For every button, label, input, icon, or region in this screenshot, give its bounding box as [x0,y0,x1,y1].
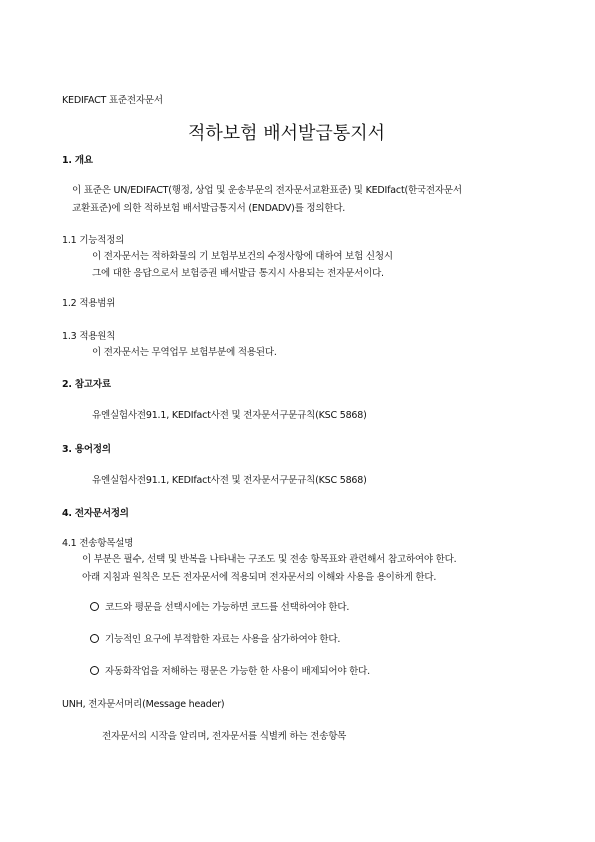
principles-line-1: 이 전자문서는 무역업무 보험부분에 적용된다. [92,347,277,358]
guideline-text: 기능적인 요구에 부적합한 자료는 사용을 삼가하여야 한다. [105,634,341,645]
guideline-text: 코드와 평문을 선택시에는 가능하면 코드를 선택하여야 한다. [105,602,350,613]
subsection-heading-functional-definition: 1.1 기능적정의 [62,235,125,246]
guideline-bullet-1 [90,602,349,614]
guideline-text: 자동화작업을 저해하는 평문은 가능한 한 사용이 배제되어야 한다. [105,666,370,677]
section-heading-overview: 1. 개요 [62,155,93,166]
references-line-1: 유엔실험사전91.1, KEDIfact사전 및 전자문서구문규칙(KSC 5868) [92,410,367,421]
overview-text-line-2: 교환표준)에 의한 적하보험 배서발급통지서 (ENDADV)를 정의한다. [72,203,346,214]
unh-heading: UNH, 전자문서머리(Message header) [62,699,225,710]
overview-text-line-1: 이 표준은 UN/EDIFACT(행정, 상업 및 운송부문의 전자문서교환표준) 및 KEDIfact(한국전자문서 [72,185,462,196]
subsection-heading-scope: 1.2 적용범위 [62,298,116,309]
subsection-heading-principles: 1.3 적용원칙 [62,331,116,342]
document-label: KEDIFACT 표준전자문서 [62,95,163,106]
circle-bullet-icon [90,634,99,643]
guideline-bullet-2 [90,634,340,646]
section-heading-references: 2. 참고자료 [62,379,111,390]
functional-definition-line-2: 그에 대한 응답으로서 보험증권 배서발급 통지시 사용되는 전자문서이다. [92,268,384,279]
circle-bullet-icon [90,602,99,611]
document-title: 적하보험 배서발급통지서 [188,123,385,144]
guideline-bullet-3 [90,666,370,678]
subsection-heading-segment-description: 4.1 전송항목설명 [62,538,134,549]
circle-bullet-icon [90,666,99,675]
segment-description-line-1: 이 부분은 필수, 선택 및 반복을 나타내는 구조도 및 전송 항목표와 관련해서 참고하여야 한다. [82,554,457,565]
functional-definition-line-1: 이 전자문서는 적하화물의 기 보험부보건의 수정사항에 대하여 보험 신청시 [92,251,393,262]
segment-description-line-2: 아래 지침과 원칙은 모든 전자문서에 적용되며 전자문서의 이해와 사용을 용이하게 한다. [82,572,437,583]
section-heading-message-definition: 4. 전자문서정의 [62,508,129,519]
unh-description: 전자문서의 시작을 알리며, 전자문서를 식별케 하는 전송항목 [102,731,347,742]
definitions-line-1: 유엔실험사전91.1, KEDIfact사전 및 전자문서구문규칙(KSC 5868) [92,475,367,486]
section-heading-definitions: 3. 용어정의 [62,444,111,455]
